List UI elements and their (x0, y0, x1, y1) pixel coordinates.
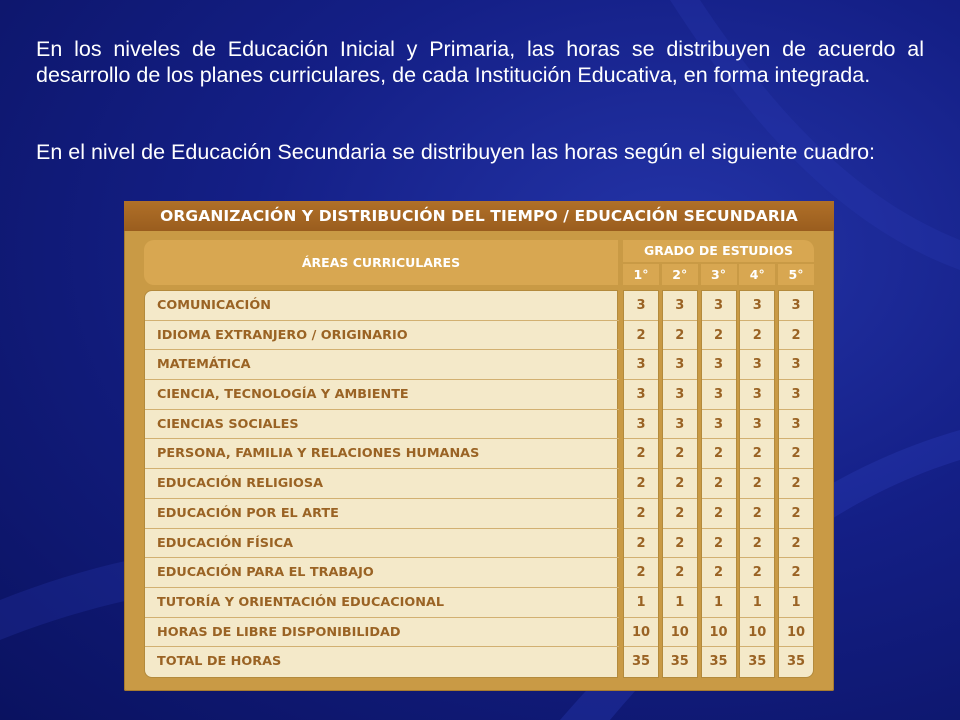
hours-cell: 2 (663, 499, 697, 529)
hours-cell: 3 (779, 410, 813, 440)
hours-cell: 2 (663, 558, 697, 588)
hours-cell: 3 (740, 350, 774, 380)
hours-cell: 2 (624, 469, 658, 499)
hours-cell: 3 (624, 291, 658, 321)
hours-cell: 3 (624, 410, 658, 440)
hours-cell: 3 (624, 380, 658, 410)
hours-cell: 35 (670, 654, 689, 670)
hours-cell: 3 (740, 410, 774, 440)
hours-cell: 2 (740, 321, 774, 351)
hours-cell: 35 (631, 654, 651, 670)
hours-cell: 35 (709, 654, 728, 670)
area-cell: EDUCACIÓN POR EL ARTE (145, 499, 619, 529)
hours-cell: 35 (748, 654, 767, 670)
hours-cell: 2 (740, 439, 774, 469)
area-cell: TOTAL DE HORAS (157, 654, 282, 670)
area-cell: EDUCACIÓN FÍSICA (145, 529, 619, 559)
hours-cell: 3 (779, 350, 813, 380)
hours-cell: 2 (740, 499, 774, 529)
hours-cell: 3 (740, 291, 774, 321)
hours-cell: 3 (702, 410, 736, 440)
hours-cell: 2 (740, 469, 774, 499)
hours-cell: 2 (702, 439, 736, 469)
hours-cell: 2 (702, 499, 736, 529)
hours-cell: 2 (779, 499, 813, 529)
hours-cell: 2 (663, 469, 697, 499)
grade-column (623, 290, 659, 678)
hours-cell: 2 (740, 558, 774, 588)
grade-header-cell: 3° (701, 264, 737, 285)
hours-cell: 2 (779, 558, 813, 588)
hours-cell: 3 (702, 291, 736, 321)
hours-cell: 10 (624, 618, 658, 648)
hours-cell: 10 (779, 618, 813, 648)
grade-column (701, 290, 737, 678)
hours-cell: 2 (702, 321, 736, 351)
hours-cell: 3 (779, 380, 813, 410)
grade-column (739, 290, 775, 678)
grade-column (778, 290, 814, 678)
hours-cell: 2 (779, 469, 813, 499)
hours-cell: 10 (702, 618, 736, 648)
hours-cell: 3 (702, 350, 736, 380)
hours-cell: 1 (702, 588, 736, 618)
hours-cell: 10 (663, 618, 697, 648)
hours-cell: 2 (663, 321, 697, 351)
hours-cell: 2 (779, 439, 813, 469)
hours-cell: 2 (624, 439, 658, 469)
area-cell: EDUCACIÓN PARA EL TRABAJO (145, 558, 619, 588)
secondary-paragraph: En el nivel de Educación Secundaria se distribuyen las horas según el siguiente cuadro: (36, 140, 876, 164)
hours-cell: 3 (740, 380, 774, 410)
hours-cell: 2 (663, 529, 697, 559)
areas-header: ÁREAS CURRICULARES (144, 240, 618, 285)
hours-cell: 2 (779, 321, 813, 351)
hours-cell: 3 (663, 410, 697, 440)
hours-cell: 2 (702, 529, 736, 559)
hours-cell: 2 (624, 321, 658, 351)
hours-cell: 1 (740, 588, 774, 618)
area-cell: COMUNICACIÓN (145, 291, 619, 321)
area-cell: PERSONA, FAMILIA Y RELACIONES HUMANAS (145, 439, 619, 469)
grade-header-cell: 5° (778, 264, 814, 285)
hours-cell: 3 (702, 380, 736, 410)
grade-header-cell: 1° (623, 264, 659, 285)
grade-header-cell: 2° (662, 264, 698, 285)
intro-paragraph: En los niveles de Educación Inicial y Primaria, las horas se distribuyen de acuerdo al desarrollo de los planes curriculares, de cada Institución Educativa, en forma integrada. (36, 37, 924, 87)
table-title: ORGANIZACIÓN Y DISTRIBUCIÓN DEL TIEMPO / EDUCACIÓN SECUNDARIA (124, 201, 834, 231)
hours-cell: 2 (740, 529, 774, 559)
hours-cell: 35 (786, 654, 806, 670)
hours-cell: 2 (702, 469, 736, 499)
hours-cell: 3 (663, 350, 697, 380)
area-cell: TUTORÍA Y ORIENTACIÓN EDUCACIONAL (145, 588, 619, 618)
schedule-table (124, 201, 834, 691)
grade-header-cell: 4° (739, 264, 775, 285)
hours-cell: 3 (779, 291, 813, 321)
hours-cell: 2 (702, 558, 736, 588)
hours-cell: 3 (663, 380, 697, 410)
area-cell: EDUCACIÓN RELIGIOSA (145, 469, 619, 499)
grade-header: GRADO DE ESTUDIOS (623, 240, 814, 262)
hours-cell: 2 (624, 499, 658, 529)
grade-column (662, 290, 698, 678)
hours-cell: 1 (663, 588, 697, 618)
hours-cell: 1 (779, 588, 813, 618)
hours-cell: 1 (624, 588, 658, 618)
hours-cell: 2 (663, 439, 697, 469)
area-cell: MATEMÁTICA (145, 350, 619, 380)
area-cell: IDIOMA EXTRANJERO / ORIGINARIO (145, 321, 619, 351)
hours-cell: 2 (624, 529, 658, 559)
areas-column (144, 290, 618, 678)
area-cell: CIENCIAS SOCIALES (145, 410, 619, 440)
hours-cell: 10 (740, 618, 774, 648)
area-cell: CIENCIA, TECNOLOGÍA Y AMBIENTE (145, 380, 619, 410)
hours-cell: 2 (624, 558, 658, 588)
hours-cell: 2 (779, 529, 813, 559)
hours-cell: 3 (624, 350, 658, 380)
hours-cell: 3 (663, 291, 697, 321)
area-cell: HORAS DE LIBRE DISPONIBILIDAD (145, 618, 619, 648)
